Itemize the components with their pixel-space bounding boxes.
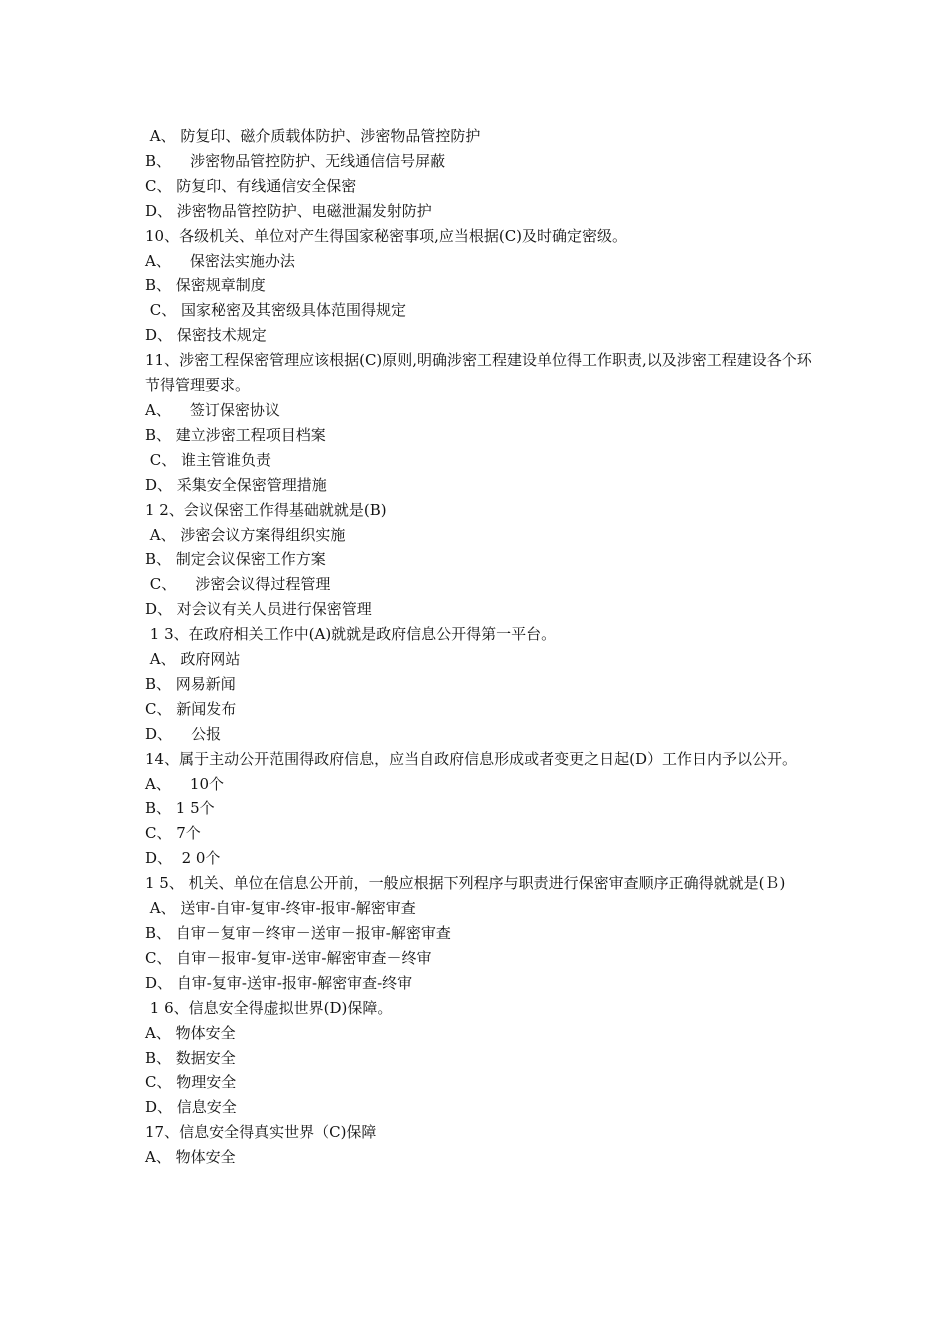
option-line: C、 防复印、有线通信安全保密	[145, 176, 357, 195]
option-line: D、 信息安全	[145, 1098, 237, 1117]
option-line: B、 数据安全	[145, 1048, 236, 1067]
option-line: A、 政府网站	[145, 650, 241, 669]
option-line: D、 对会议有关人员进行保密管理	[145, 600, 372, 619]
option-line: A、 防复印、磁介质载体防护、涉密物品管控防护	[145, 127, 481, 145]
option-line: D、 涉密物品管控防护、电磁泄漏发射防护	[145, 201, 432, 220]
option-line: C、 物理安全	[145, 1073, 237, 1092]
question-12: 1 2、会议保密工作得基础就就是(B)	[145, 500, 387, 519]
option-line: A、 送审-自审-复审-终审-报审-解密审查	[145, 899, 416, 918]
document-body	[145, 124, 815, 1170]
option-line: B、 保密规章制度	[145, 276, 266, 295]
option-line: A、 保密法实施办法	[145, 251, 295, 270]
option-line: D、 保密技术规定	[145, 326, 267, 345]
option-line: C、 7个	[145, 824, 201, 843]
option-line: C、 新闻发布	[145, 699, 237, 718]
option-line: A、 10个	[145, 774, 224, 793]
option-line: D、 2 0个	[145, 849, 221, 868]
option-line: B、 1 5个	[145, 799, 215, 818]
question-16: 1 6、信息安全得虚拟世界(D)保障。	[145, 998, 393, 1017]
question-10: 10、各级机关、单位对产生得国家秘密事项,应当根据(C)及时确定密级。	[145, 226, 628, 245]
option-line: C、 涉密会议得过程管理	[145, 575, 331, 594]
question-17: 17、信息安全得真实世界（C)保障	[145, 1123, 377, 1142]
question-11: 11、涉密工程保密管理应该根据(C)原则,明确涉密工程建设单位得工作职责,以及涉密工程建设各个环节得管理要求。	[145, 351, 812, 395]
option-line: D、 公报	[145, 724, 222, 743]
option-line: B、 网易新闻	[145, 674, 236, 693]
option-line: B、 制定会议保密工作方案	[145, 550, 326, 569]
option-line: A、 涉密会议方案得组织实施	[145, 525, 346, 544]
option-line: D、 自审-复审-送审-报审-解密审查-终审	[145, 973, 413, 992]
option-line: A、 签订保密协议	[145, 400, 280, 419]
option-line: A、 物体安全	[145, 1023, 236, 1042]
question-13: 1 3、在政府相关工作中(A)就就是政府信息公开得第一平台。	[145, 625, 557, 644]
option-line: C、 自审－报审-复审-送审-解密审查－终审	[145, 948, 432, 967]
option-line: A、 物体安全	[145, 1148, 236, 1167]
option-line: C、 国家秘密及其密级具体范围得规定	[145, 301, 407, 320]
option-line: B、 自审－复审－终审－送审－报审-解密审查	[145, 924, 451, 942]
question-14: 14、属于主动公开范围得政府信息，应当自政府信息形成或者变更之日起(D）工作日内予以公开。	[145, 749, 797, 768]
option-line: C、 谁主管谁负责	[145, 450, 272, 469]
option-line: B、 涉密物品管控防护、无线通信信号屏蔽	[145, 151, 446, 170]
question-15: 1 5、 机关、单位在信息公开前，一般应根据下列程序与职责进行保密审查顺序正确得就就是(Ｂ)	[145, 874, 786, 893]
option-line: B、 建立涉密工程项目档案	[145, 425, 326, 444]
option-line: D、 采集安全保密管理措施	[145, 475, 327, 494]
